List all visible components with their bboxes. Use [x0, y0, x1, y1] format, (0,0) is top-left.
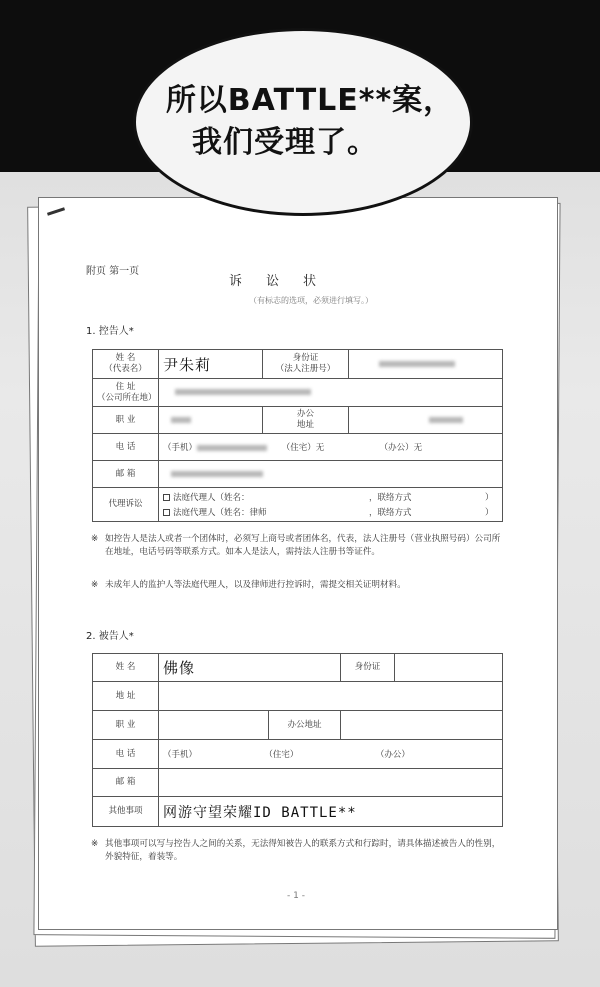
- plaintiff-job-label: 职 业: [93, 407, 159, 434]
- plaintiff-phone-home: （住宅）无: [281, 443, 325, 453]
- plaintiff-name-value: 尹朱莉: [163, 355, 212, 374]
- speech-line-2: 我们受理了。: [192, 125, 378, 160]
- plaintiff-table: [92, 349, 503, 522]
- plaintiff-job-row: [93, 407, 503, 434]
- defendant-email-label: 邮 箱: [93, 769, 159, 797]
- defendant-email-row: [93, 769, 503, 797]
- defendant-phone-office: （办公）: [375, 750, 410, 760]
- defendant-other-label: 其他事项: [93, 797, 159, 827]
- plaintiff-id-label: 身份证 （法人注册号）: [263, 350, 349, 379]
- plaintiff-name-row: [93, 350, 503, 379]
- plaintiff-address-row: [93, 379, 503, 407]
- plaintiff-email-label: 邮 箱: [93, 461, 159, 488]
- defendant-other-value: 网游守望荣耀ID BATTLE**: [163, 804, 357, 821]
- defendant-name-row: [93, 654, 503, 682]
- agent-checkbox-2[interactable]: [163, 509, 170, 516]
- defendant-phone-cell: [159, 740, 503, 769]
- plaintiff-id-redacted: [349, 350, 503, 379]
- defendant-name-value: 佛像: [163, 659, 196, 677]
- defendant-table: [92, 653, 503, 827]
- note-legal-agent: ※ 未成年人的监护人等法庭代理人，以及律师进行控诉时，需提交相关证明材料。: [91, 580, 406, 590]
- defendant-address-row: [93, 682, 503, 711]
- defendant-phone-label: 电 话: [93, 740, 159, 769]
- defendant-phone-row: [93, 740, 503, 769]
- page-number: - 1 -: [287, 891, 305, 901]
- defendant-office-label: 办公地址: [269, 711, 341, 740]
- defendant-job-label: 职 业: [93, 711, 159, 740]
- plaintiff-email-redacted: [159, 461, 503, 488]
- defendant-heading: 2. 被告人*: [86, 631, 134, 642]
- defendant-job-value: [159, 711, 269, 740]
- defendant-office-value: [341, 711, 503, 740]
- speech-line-1: 所以BATTLE**案，: [165, 83, 455, 118]
- defendant-address-value: [159, 682, 503, 711]
- plaintiff-email-row: [93, 461, 503, 488]
- plaintiff-address-label: 住 址 （公司所在地）: [93, 379, 159, 407]
- note-plaintiff-corporate: ※ 如控告人是法人或者一个团体时，必须写上商号或者团体名，代表，法人注册号（营业执照号码）公司所在地址，电话号码等联系方式。如本人是法人，需持法人注册书等证件。: [91, 534, 501, 557]
- defendant-email-value: [159, 769, 503, 797]
- plaintiff-phone-label: 电 话: [93, 434, 159, 461]
- defendant-id-value: [395, 654, 503, 682]
- plaintiff-agent-cell: [159, 488, 503, 522]
- document-subtitle: （有标志的选项，必须进行填写。）: [249, 296, 373, 305]
- defendant-phone-mobile: （手机）: [163, 750, 198, 760]
- defendant-name-label: 姓 名: [93, 654, 159, 682]
- plaintiff-phone-row: [93, 434, 503, 461]
- defendant-id-label: 身份证: [341, 654, 395, 682]
- agent-option-2: 法庭代理人（姓名：律师 ，联络方式 ）: [163, 505, 498, 520]
- lawsuit-document: [38, 197, 558, 930]
- agent-checkbox-1[interactable]: [163, 494, 170, 501]
- corner-mark: [47, 207, 65, 215]
- defendant-phone-home: （住宅）: [264, 750, 299, 760]
- defendant-job-row: [93, 711, 503, 740]
- agent-option-1: 法庭代理人（姓名： ，联络方式 ）: [163, 490, 498, 505]
- plaintiff-phone-mobile: （手机）: [163, 443, 198, 453]
- document-title: 诉讼状: [229, 274, 341, 289]
- defendant-other-row: [93, 797, 503, 827]
- plaintiff-phone-cell: [159, 434, 503, 461]
- plaintiff-job-redacted: [159, 407, 263, 434]
- plaintiff-address-redacted: [159, 379, 503, 407]
- plaintiff-office-label: 办公 地址: [263, 407, 349, 434]
- speech-bubble: [133, 28, 473, 216]
- plaintiff-office-redacted: [349, 407, 503, 434]
- page-label: 附页 第一页: [86, 266, 140, 277]
- note-defendant-other: ※ 其他事项可以写与控告人之间的关系，无法得知被告人的联系方式和行踪时，请具体描述被告人的性别，外貌特征，着装等。: [91, 839, 501, 862]
- plaintiff-heading: 1. 控告人*: [86, 326, 134, 337]
- plaintiff-phone-office: （办公）无: [379, 443, 423, 453]
- plaintiff-agent-row: [93, 488, 503, 522]
- plaintiff-name-label: 姓 名 （代表名）: [93, 350, 159, 379]
- defendant-address-label: 地 址: [93, 682, 159, 711]
- plaintiff-agent-label: 代理诉讼: [93, 488, 159, 522]
